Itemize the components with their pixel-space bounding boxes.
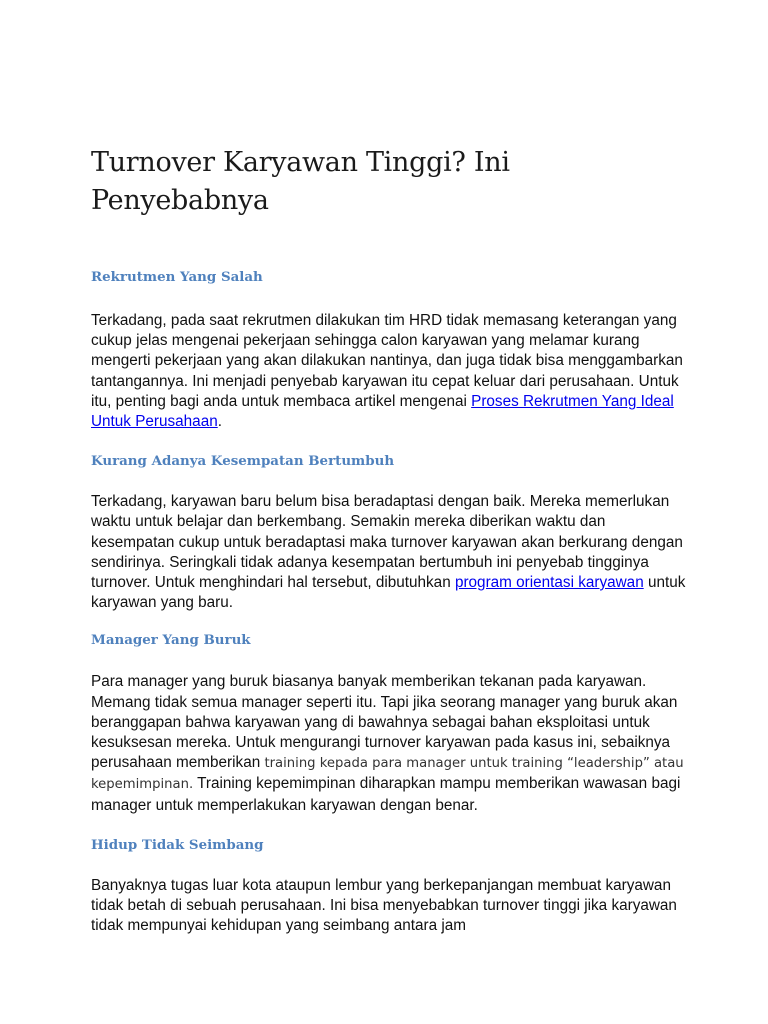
link-program-orientasi[interactable]: program orientasi karyawan: [454, 574, 644, 592]
section-heading-kesempatan: Kurang Adanya Kesempatan Bertumbuh: [91, 453, 395, 470]
section-paragraph-hidup: [91, 876, 691, 937]
section-heading-hidup: Hidup Tidak Seimbang: [91, 836, 264, 853]
section-paragraph-rekrutmen: [91, 311, 691, 432]
paragraph-text: .: [217, 413, 222, 431]
paragraph-text: Para manager yang buruk biasanya banyak memberikan tekanan pada karyawan. Memang tidak semua manager seperti itu. Tapi jika seorang manager yang buruk akan beranggapan bahwa karyawan yang di bawahnya sebagai bahan eksploitasi untuk kesuksesan mereka. Untuk mengurangi turnover karyawan pada kasus ini, sebaiknya perusahaan memberikan: [91, 673, 678, 772]
section-paragraph-manager: [91, 672, 691, 815]
paragraph-text: Training kepemimpinan diharapkan mampu memberikan wawasan bagi manager untuk memperlakukan karyawan dengan benar.: [91, 775, 681, 814]
paragraph-text: Terkadang, pada saat rekrutmen dilakukan tim HRD tidak memasang keterangan yang cukup jelas mengenai pekerjaan sehingga calon karyawan yang melamar kurang mengerti pekerjaan yang akan dilakukan nantinya, dan juga tidak bisa menggambarkan tantangannya. Ini menjadi penyebab karyawan itu cepat keluar dari perusahaan. Untuk itu, penting bagi anda untuk membaca artikel mengenai: [91, 312, 683, 410]
paragraph-text: Banyaknya tugas luar kota ataupun lembur yang berkepanjangan membuat karyawan tidak betah di sebuah perusahaan. Ini bisa menyebabkan turnover tinggi jika karyawan tidak mempunyai kehidupan yang seimbang antara jam: [91, 876, 677, 935]
article-title: Turnover Karyawan Tinggi? Ini Penyebabnya: [91, 147, 510, 216]
paragraph-text: untuk karyawan yang baru.: [91, 574, 686, 612]
section-paragraph-kesempatan: [91, 492, 691, 613]
paragraph-text: Terkadang, karyawan baru belum bisa beradaptasi dengan baik. Mereka memerlukan waktu untuk belajar dan berkembang. Semakin mereka diberikan waktu dan kesempatan cukup untuk beradaptasi maka turnover karyawan akan berkurang dengan sendirinya. Seringkali tidak adanya kesempatan bertumbuh ini penyebab tingginya turnover. Untuk menghindari hal tersebut, dibutuhkan: [91, 493, 683, 592]
paragraph-text-light: training kepada para manager untuk training “leadership” atau kepemimpinan.: [91, 756, 684, 793]
section-heading-rekrutmen: Rekrutmen Yang Salah: [91, 269, 263, 285]
link-proses-rekrutmen[interactable]: Proses Rekrutmen Yang Ideal Untuk Perusahaan: [91, 392, 674, 431]
article-body: [91, 144, 691, 936]
section-heading-manager: Manager Yang Buruk: [91, 632, 251, 649]
